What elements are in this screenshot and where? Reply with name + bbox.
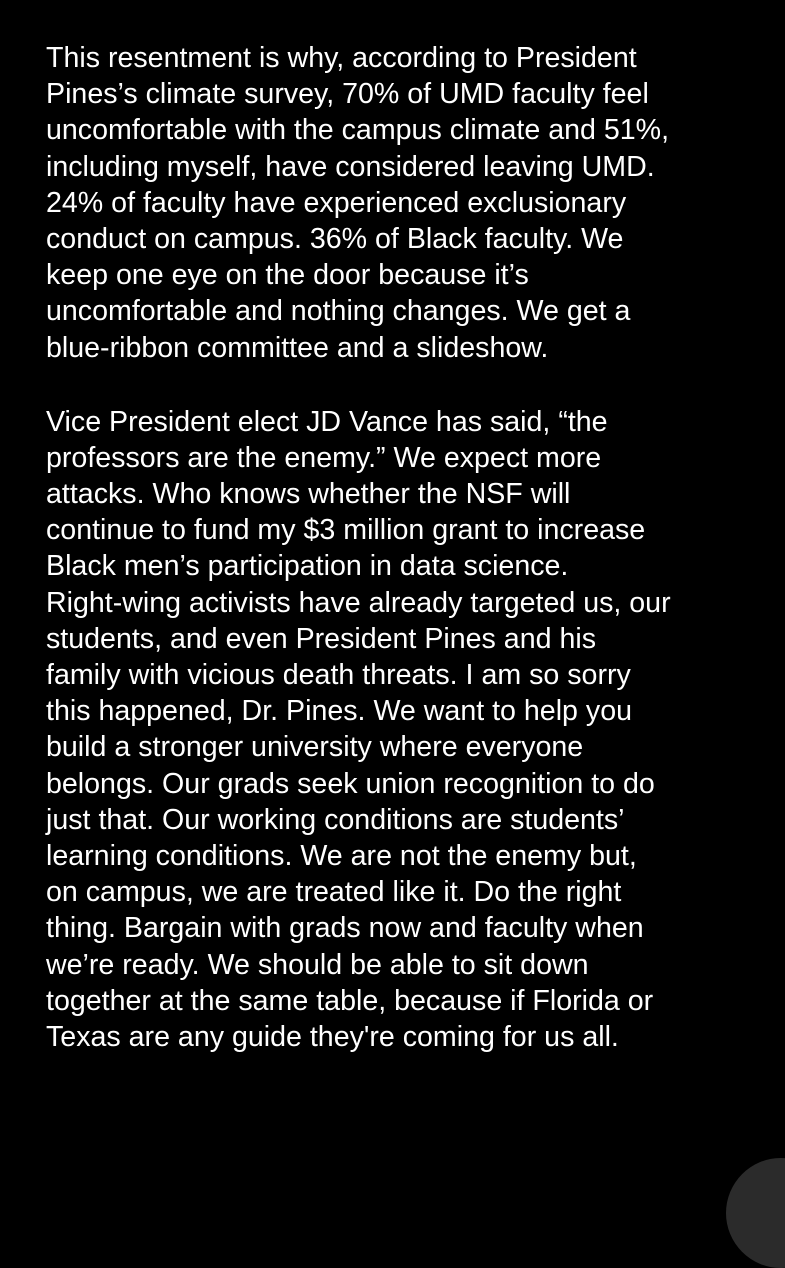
- text-line: together at the same table, because if Florida or: [46, 984, 654, 1017]
- text-line: belongs. Our grads seek union recognition to do: [46, 767, 655, 800]
- text-line: conduct on campus. 36% of Black faculty. We: [46, 222, 624, 255]
- text-line: 24% of faculty have experienced exclusionary: [46, 186, 627, 219]
- text-line: we’re ready. We should be able to sit down: [46, 948, 589, 981]
- text-line: just that. Our working conditions are students’: [46, 803, 625, 836]
- text-line: thing. Bargain with grads now and faculty when: [46, 912, 644, 945]
- text-line: keep one eye on the door because it’s: [46, 259, 529, 292]
- text-line: Vice President elect JD Vance has said, “the: [46, 405, 608, 438]
- text-line: on campus, we are treated like it. Do the right: [46, 876, 622, 909]
- paragraph-spacer: [46, 366, 766, 404]
- paragraph-2: [46, 404, 766, 1055]
- text-line: Texas are any guide they're coming for us all.: [46, 1020, 619, 1053]
- text-line: family with vicious death threats. I am so sorry: [46, 659, 631, 691]
- text-line: continue to fund my $3 million grant to increase: [46, 514, 646, 547]
- text-line: blue-ribbon committee and a slideshow.: [46, 331, 549, 364]
- corner-overlay-button[interactable]: [726, 1158, 785, 1268]
- paragraph-1: [46, 40, 766, 366]
- text-line: students, and even President Pines and his: [46, 622, 596, 655]
- text-line: build a stronger university where everyone: [46, 731, 584, 764]
- text-line: uncomfortable and nothing changes. We get a: [46, 295, 631, 328]
- text-line: This resentment is why, according to President: [46, 42, 637, 74]
- text-line: including myself, have considered leaving UMD.: [46, 150, 655, 183]
- text-line: Pines’s climate survey, 70% of UMD faculty feel: [46, 78, 649, 111]
- text-line: professors are the enemy.” We expect more: [46, 441, 602, 474]
- text-line: learning conditions. We are not the enemy but,: [46, 839, 637, 872]
- document-text: [46, 40, 766, 1055]
- text-line: attacks. Who knows whether the NSF will: [46, 478, 571, 511]
- text-line: this happened, Dr. Pines. We want to help you: [46, 695, 633, 728]
- text-line: Black men’s participation in data science.: [46, 550, 569, 583]
- text-line: Right-wing activists have already targeted us, our: [46, 586, 671, 619]
- text-line: uncomfortable with the campus climate and 51%,: [46, 114, 670, 147]
